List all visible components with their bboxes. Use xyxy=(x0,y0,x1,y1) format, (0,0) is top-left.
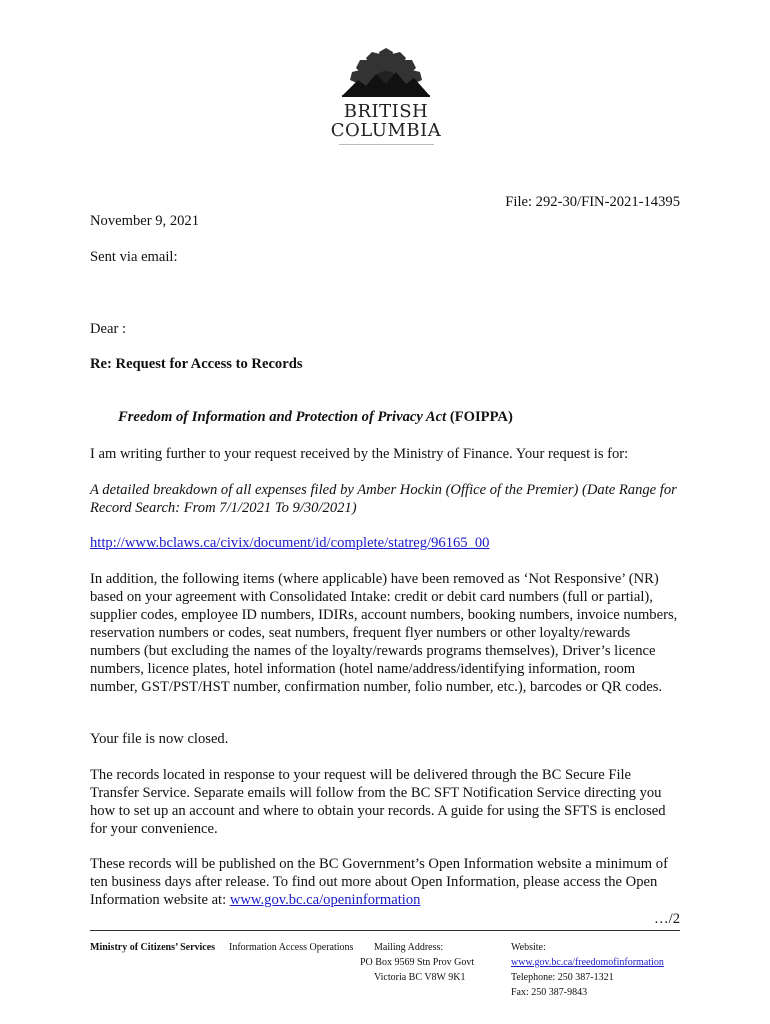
footer-telephone: Telephone: 250 387-1321 xyxy=(511,972,614,983)
salutation: Dear : xyxy=(90,321,127,337)
request-description: A detailed breakdown of all expenses filed by Amber Hockin (Office of the Premier) (Date Range for Record Search: From 7/1/2021 To 9/30/2021) xyxy=(90,482,677,516)
footer-office: Information Access Operations xyxy=(229,942,354,953)
intro-paragraph: I am writing further to your request received by the Ministry of Finance. Your request is for: xyxy=(90,446,629,462)
footer-mailing-line2: Victoria BC V8W 9K1 xyxy=(374,972,466,983)
act-reference xyxy=(118,408,678,426)
sent-via: Sent via email: xyxy=(90,249,178,265)
delivery-paragraph: The records located in response to your request will be delivered through the BC Secure File Transfer Service. Separate emails will follow from the BC SFT Notification Service directing you how to set up an account and where to obtain your records. A guide for using the SFTS is enclosed for your convenience. xyxy=(90,767,666,837)
logo-text-columbia: COLUMBIA xyxy=(330,120,442,141)
not-responsive-paragraph: In addition, the following items (where applicable) have been removed as ‘Not Responsive’ (NR) based on your agreement with Consolidated Intake: credit or debit card numbers (full or partial), supplier codes, employee ID numbers, IDIRs, account numbers, booking numbers, invoice numbers, reservation numbers or codes, seat numbers, frequent flyer numbers or other loyalty/rewards numbers (but excluding the names of the loyalty/rewards programs themselves), Driver’s licence numbers, licence plates, hotel information (hotel name/address/identifying information, room number, GST/PST/HST number, confirmation number, folio number, etc.), barcodes or QR codes. xyxy=(90,571,678,695)
footer-mailing-line1: PO Box 9569 Stn Prov Govt xyxy=(360,957,475,968)
bc-logo xyxy=(330,44,442,145)
file-closed: Your file is now closed. xyxy=(90,731,229,747)
open-information-link[interactable]: www.gov.bc.ca/openinformation xyxy=(229,892,421,908)
act-name: Freedom of Information and Protection of Privacy Act xyxy=(118,409,447,425)
footer-website-link[interactable]: www.gov.bc.ca/freedomofinformation xyxy=(511,957,664,968)
page-continuation: …/2 xyxy=(654,911,680,927)
letter-date: November 9, 2021 xyxy=(90,213,200,229)
subject-line: Re: Request for Access to Records xyxy=(90,356,303,372)
act-abbreviation: (FOIPPA) xyxy=(446,409,513,425)
bclaws-link-wrapper xyxy=(90,534,680,552)
footer-ministry: Ministry of Citizens’ Services xyxy=(90,942,216,953)
file-reference: File: 292-30/FIN-2021-14395 xyxy=(505,194,680,210)
logo-divider xyxy=(339,144,434,145)
footer-fax: Fax: 250 387-9843 xyxy=(511,987,588,998)
footer-mailing-label: Mailing Address: xyxy=(374,942,444,953)
publish-paragraph xyxy=(90,855,680,909)
logo-text-british: BRITISH xyxy=(343,101,429,122)
bc-sun-mountain-icon xyxy=(336,44,436,98)
bclaws-link[interactable]: http://www.bclaws.ca/civix/document/id/complete/statreg/96165_00 xyxy=(90,535,490,551)
footer-divider xyxy=(90,930,680,931)
footer-website-label: Website: xyxy=(511,942,546,953)
publish-text: These records will be published on the BC Government’s Open Information website a minimum of ten business days after release. To find out more about Open Information, please access the Open Information website at: xyxy=(90,856,668,908)
